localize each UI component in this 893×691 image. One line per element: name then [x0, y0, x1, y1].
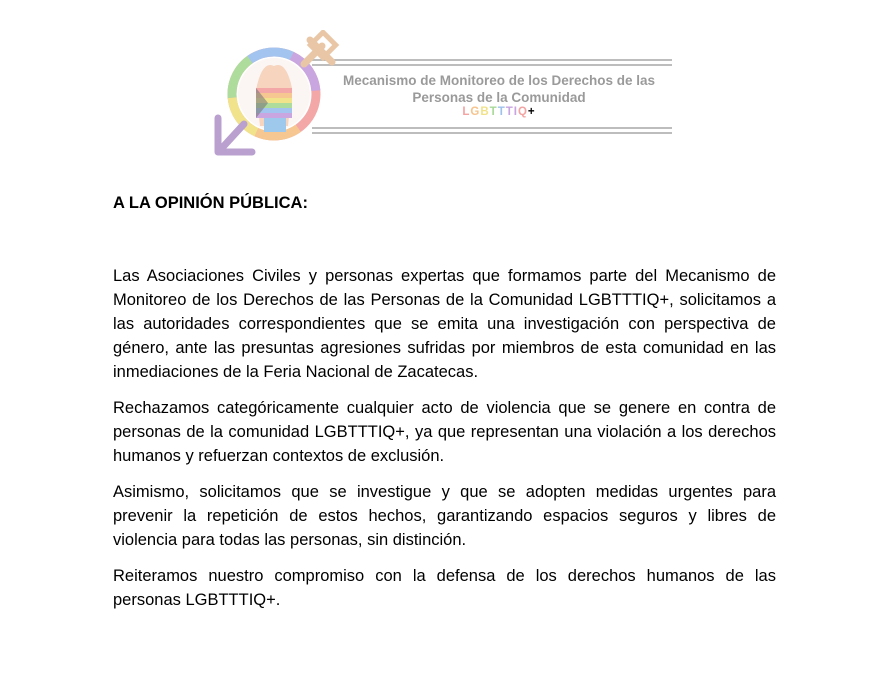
paragraph: Las Asociaciones Civiles y personas expertas que formamos parte del Mecanismo de Monitoreo de los Derechos de las Personas de la Comunidad LGBTTTIQ+, solicitamos a las autoridades correspondientes que se emita una investigación con perspectiva de género, ante las presuntas agresiones sufridas por miembros de esta comunidad en las inmediaciones de la Feria Nacional de Zacatecas.: [113, 267, 776, 381]
statement-body: [113, 264, 776, 624]
paragraph: Asimismo, solicitamos que se investigue y que se adopten medidas urgentes para prevenir la repetición de estos hechos, garantizando espacios seguros y libres de violencia para todas las personas, sin distinción.: [113, 483, 776, 549]
logo-title: Mecanismo de Monitoreo de los Derechos de las Personas de la Comunidad: [342, 73, 656, 105]
logo-subtitle: LGBTTTIQ+: [462, 106, 536, 118]
paragraph: Rechazamos categóricamente cualquier acto de violencia que se genere en contra de personas de la comunidad LGBTTTIQ+, ya que representan una violación a los derechos humanos y refuerzan contextos de exclusión.: [113, 399, 776, 465]
organization-logo: [212, 30, 674, 160]
page-heading: A LA OPINIÓN PÚBLICA:: [113, 194, 308, 212]
paragraph: Reiteramos nuestro compromiso con la defensa de los derechos humanos de las personas LGBTTTIQ+.: [113, 567, 776, 609]
